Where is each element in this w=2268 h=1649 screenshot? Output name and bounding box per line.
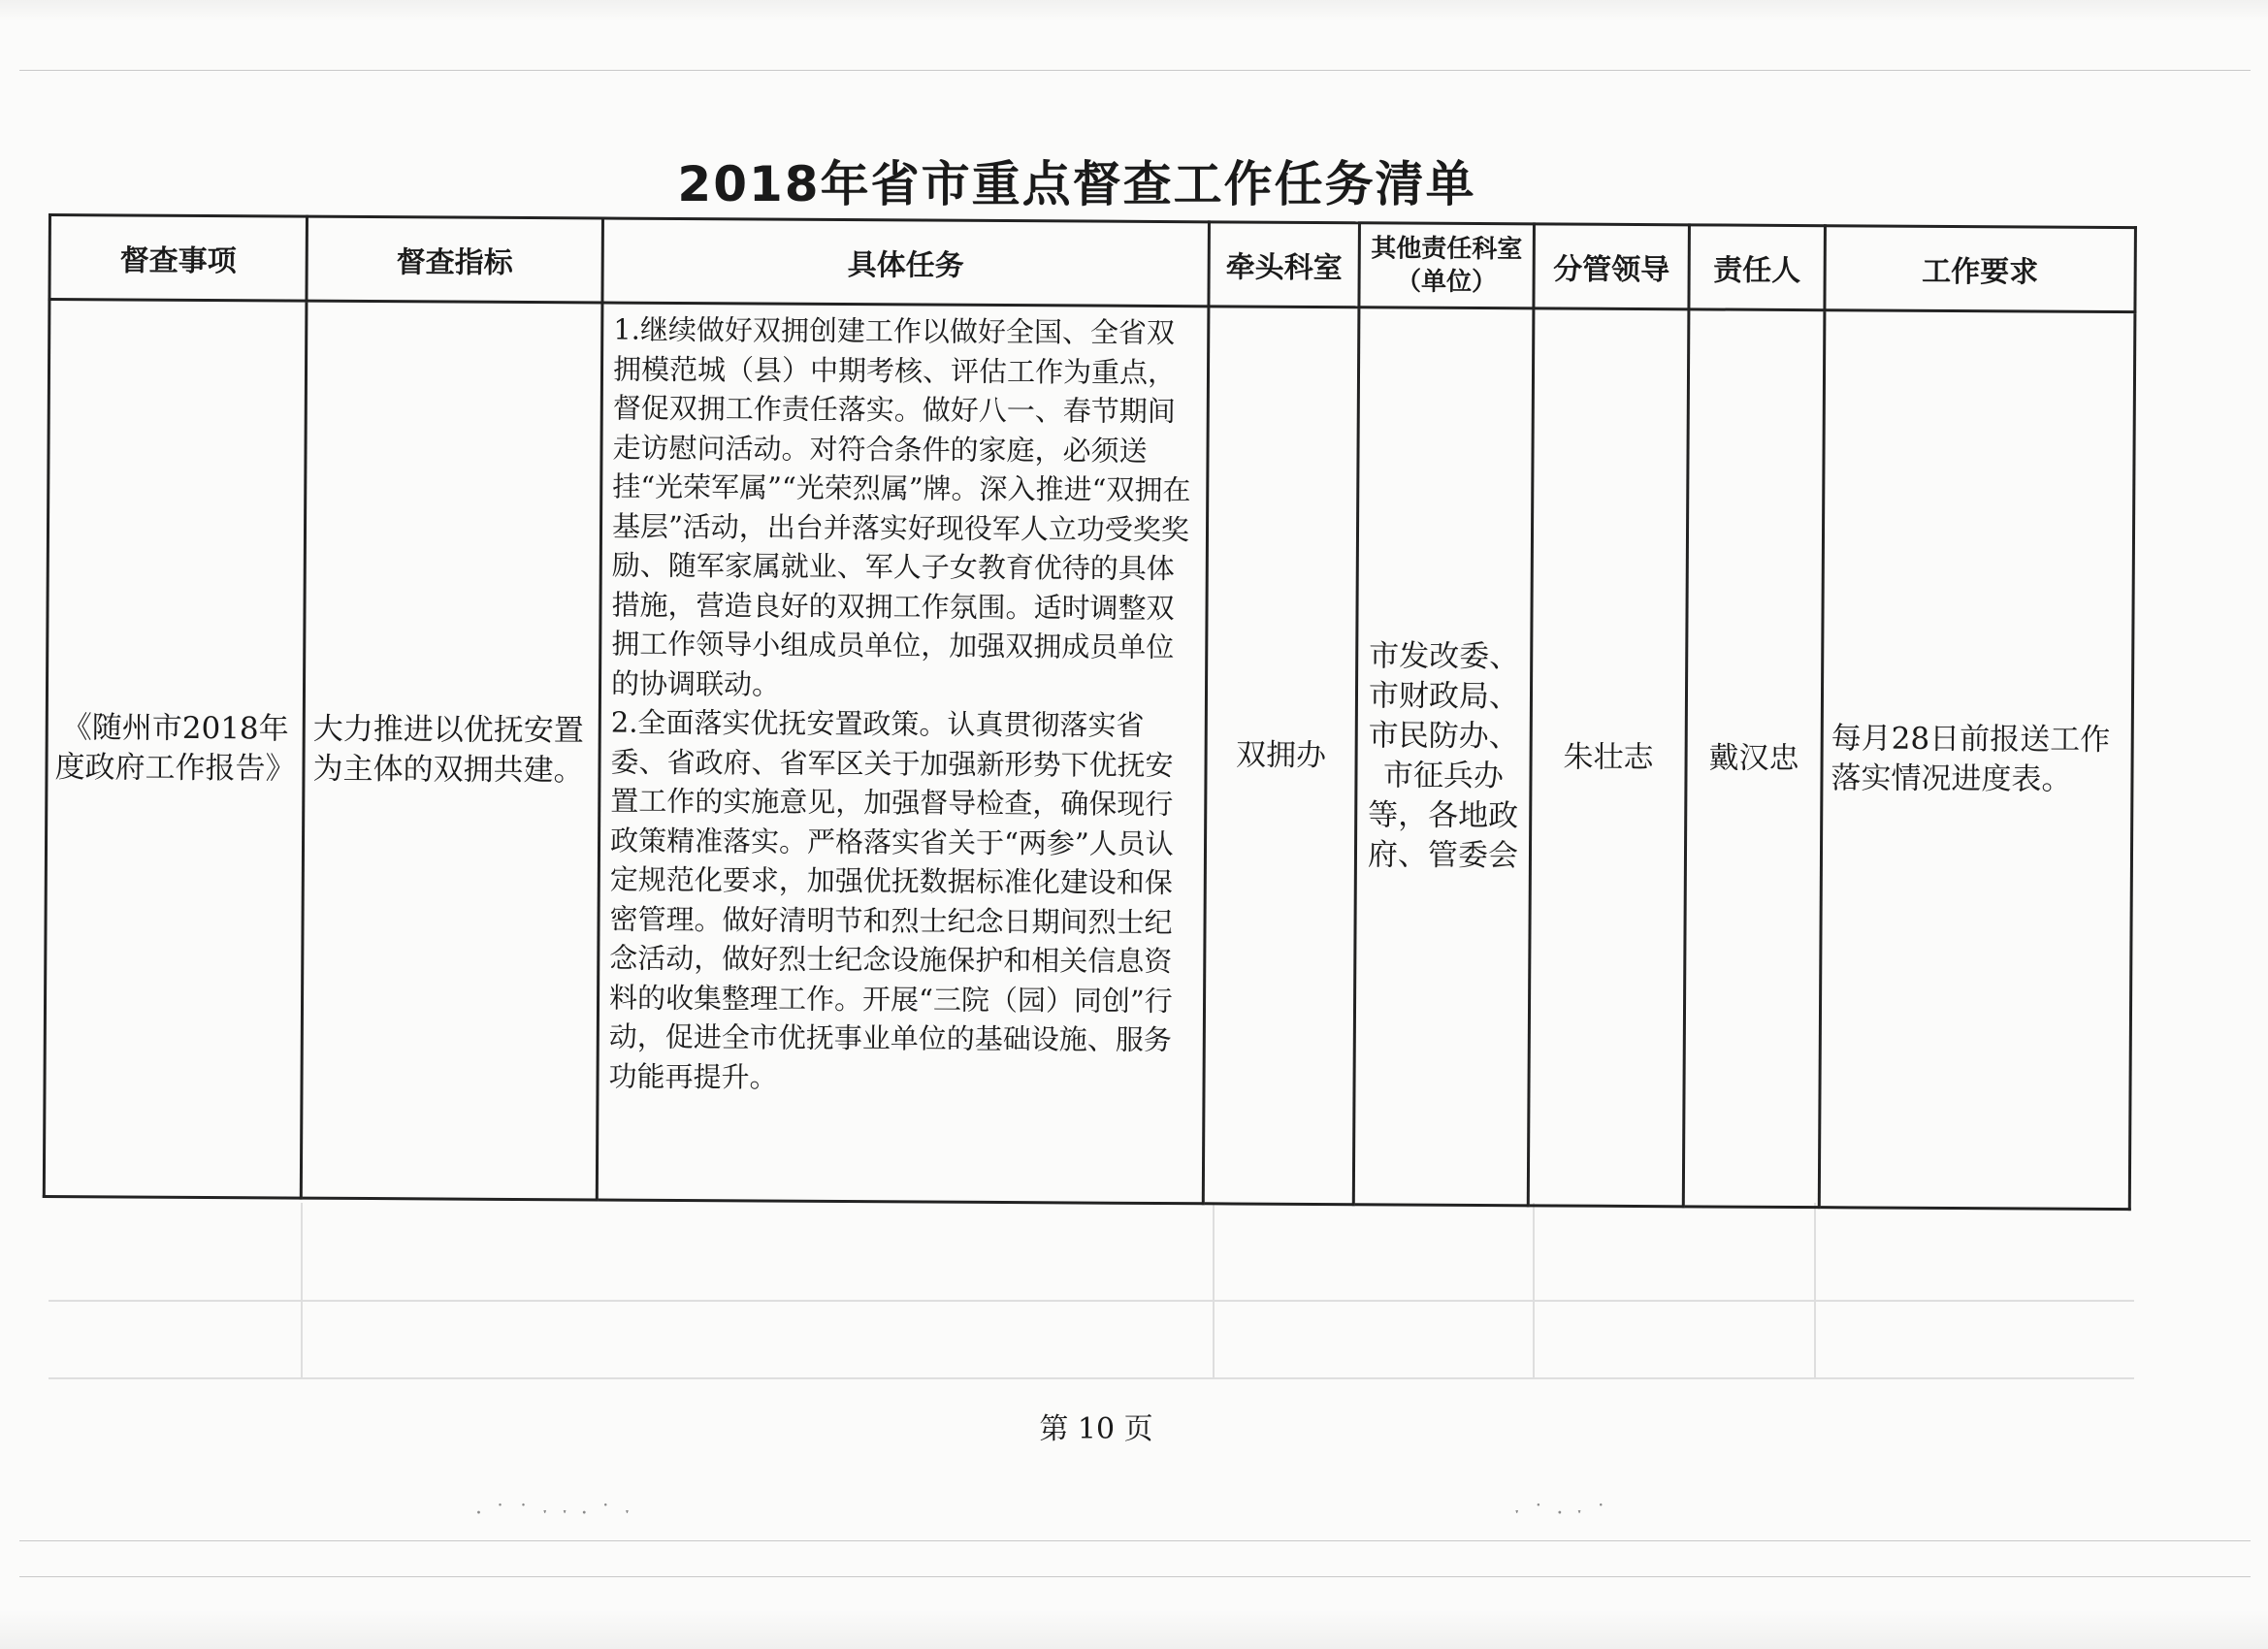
bleed-through-line bbox=[301, 1203, 303, 1377]
bleed-through-line bbox=[1533, 1203, 1535, 1377]
task-paragraph-2: 2.全面落实优抚安置政策。认真贯彻落实省委、省政府、省军区关于加强新形势下优抚安置工作的实施意见，加强督导检查，确保现行政策精准落实。严格落实省关于“两参”人员认定规范化要求，加强优抚数据标准化建设和保密管理。做好清明节和烈士纪念日期间烈士纪念活动，做好烈士纪念设施保护和相关信息资料的收集整理工作。开展“三院（园）同创”行动，促进全市优抚事业单位的基础设施、服务功能再提升。 bbox=[608, 705, 1174, 1094]
bleed-through-line bbox=[1814, 1203, 1816, 1377]
bleed-through-line bbox=[49, 1300, 2134, 1302]
header-lead-office: 牵头科室 bbox=[1209, 222, 1360, 307]
bleed-through-line bbox=[1213, 1203, 1215, 1377]
page-number: 第 10 页 bbox=[1039, 1412, 1153, 1446]
header-item: 督查事项 bbox=[49, 215, 308, 302]
cell-indicator: 大力推进以优抚安置为主体的双拥共建。 bbox=[301, 301, 602, 1200]
bleed-through-line bbox=[49, 1377, 2134, 1379]
table-row bbox=[44, 300, 2135, 1210]
cell-item: 《随州市2018年度政府工作报告》 bbox=[44, 300, 307, 1199]
cell-lead-office: 双拥办 bbox=[1203, 307, 1359, 1205]
scan-line bbox=[19, 1576, 2251, 1577]
cell-responsible: 戴汉忠 bbox=[1683, 309, 1825, 1208]
header-indicator: 督查指标 bbox=[307, 216, 603, 303]
task-table bbox=[43, 213, 2137, 1211]
header-responsible: 责任人 bbox=[1689, 225, 1826, 310]
scan-smudge: · ˙ ˙ ˑ ˑ · ˙ ˑ bbox=[475, 1502, 634, 1526]
scan-smudge: ˑ ˙ · ˑ ˙ bbox=[1513, 1502, 1609, 1526]
header-requirement: 工作要求 bbox=[1825, 226, 2136, 312]
scan-line bbox=[19, 70, 2251, 71]
cell-requirement: 每月28日前报送工作落实情况进度表。 bbox=[1819, 310, 2135, 1210]
page-title: 2018年省市重点督查工作任务清单 bbox=[677, 156, 1476, 212]
scan-edge-top bbox=[0, 0, 2268, 21]
cell-leader: 朱壮志 bbox=[1528, 308, 1689, 1207]
header-tasks: 具体任务 bbox=[602, 218, 1210, 307]
cell-tasks bbox=[597, 303, 1209, 1204]
header-leader: 分管领导 bbox=[1534, 224, 1690, 309]
header-other-offices: 其他责任科室（单位） bbox=[1359, 223, 1535, 308]
task-paragraph-1: 1.继续做好双拥创建工作以做好全国、全省双拥模范城（县）中期考核、评估工作为重点，督促双拥工作责任落实。做好八一、春节期间走访慰问活动。对符合条件的家庭，必须送挂“光荣军属”“光荣烈属”牌。深入推进“双拥在基层”活动，出台并落实好现役军人立功受奖奖励、随军家属就业、军人子女教育优待的具体措施，营造良好的双拥工作氛围。适时调整双拥工作领导小组成员单位，加强双拥成员单位的协调联动。 bbox=[610, 312, 1191, 701]
scan-line bbox=[19, 1540, 2251, 1541]
table-header-row bbox=[49, 215, 2135, 312]
cell-other-offices: 市发改委、市财政局、市民防办、市征兵办等，各地政府、管委会 bbox=[1353, 307, 1534, 1206]
scan-edge-bottom bbox=[0, 1610, 2268, 1649]
